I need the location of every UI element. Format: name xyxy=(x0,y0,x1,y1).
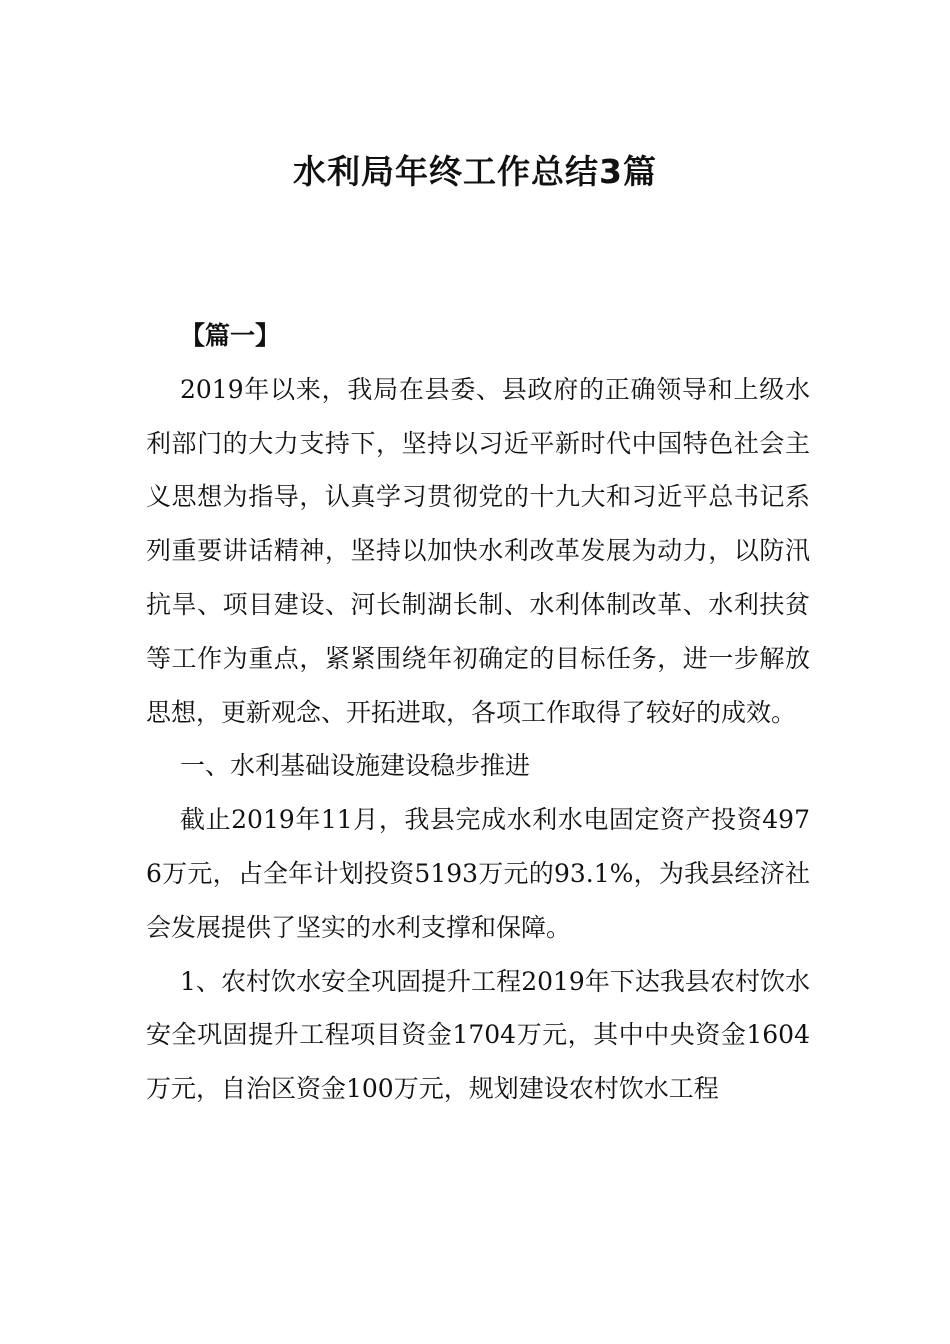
document-title: 水利局年终工作总结3篇 xyxy=(293,152,657,191)
section-heading-infrastructure: 一、水利基础设施建设稳步推进 xyxy=(180,751,531,781)
section-heading-part-one: 【篇一】 xyxy=(180,321,281,350)
investment-paragraph: 截止2019年11月，我县完成水利水电固定资产投资4976万元，占全年计划投资5193万元的93.1%，为我县经济社会发展提供了坚实的水利支撑和保障。 xyxy=(146,805,810,942)
document-body xyxy=(146,309,810,1116)
rural-water-paragraph: 1、农村饮水安全巩固提升工程2019年下达我县农村饮水安全巩固提升工程项目资金1704万元，其中中央资金1604万元，自治区资金100万元，规划建设农村饮水工程 xyxy=(146,966,810,1104)
intro-paragraph: 2019年以来，我局在县委、县政府的正确领导和上级水利部门的大力支持下，坚持以习近平新时代中国特色社会主义思想为指导，认真学习贯彻党的十九大和习近平总书记系列重要讲话精神，坚持以加快水利改革发展为动力，以防汛抗旱、项目建设、河长制湖长制、水利体制改革、水利扶贫等工作为重点，紧紧围绕年初确定的目标任务，进一步解放思想，更新观念、开拓进取，各项工作取得了较好的成效。 xyxy=(146,374,810,727)
